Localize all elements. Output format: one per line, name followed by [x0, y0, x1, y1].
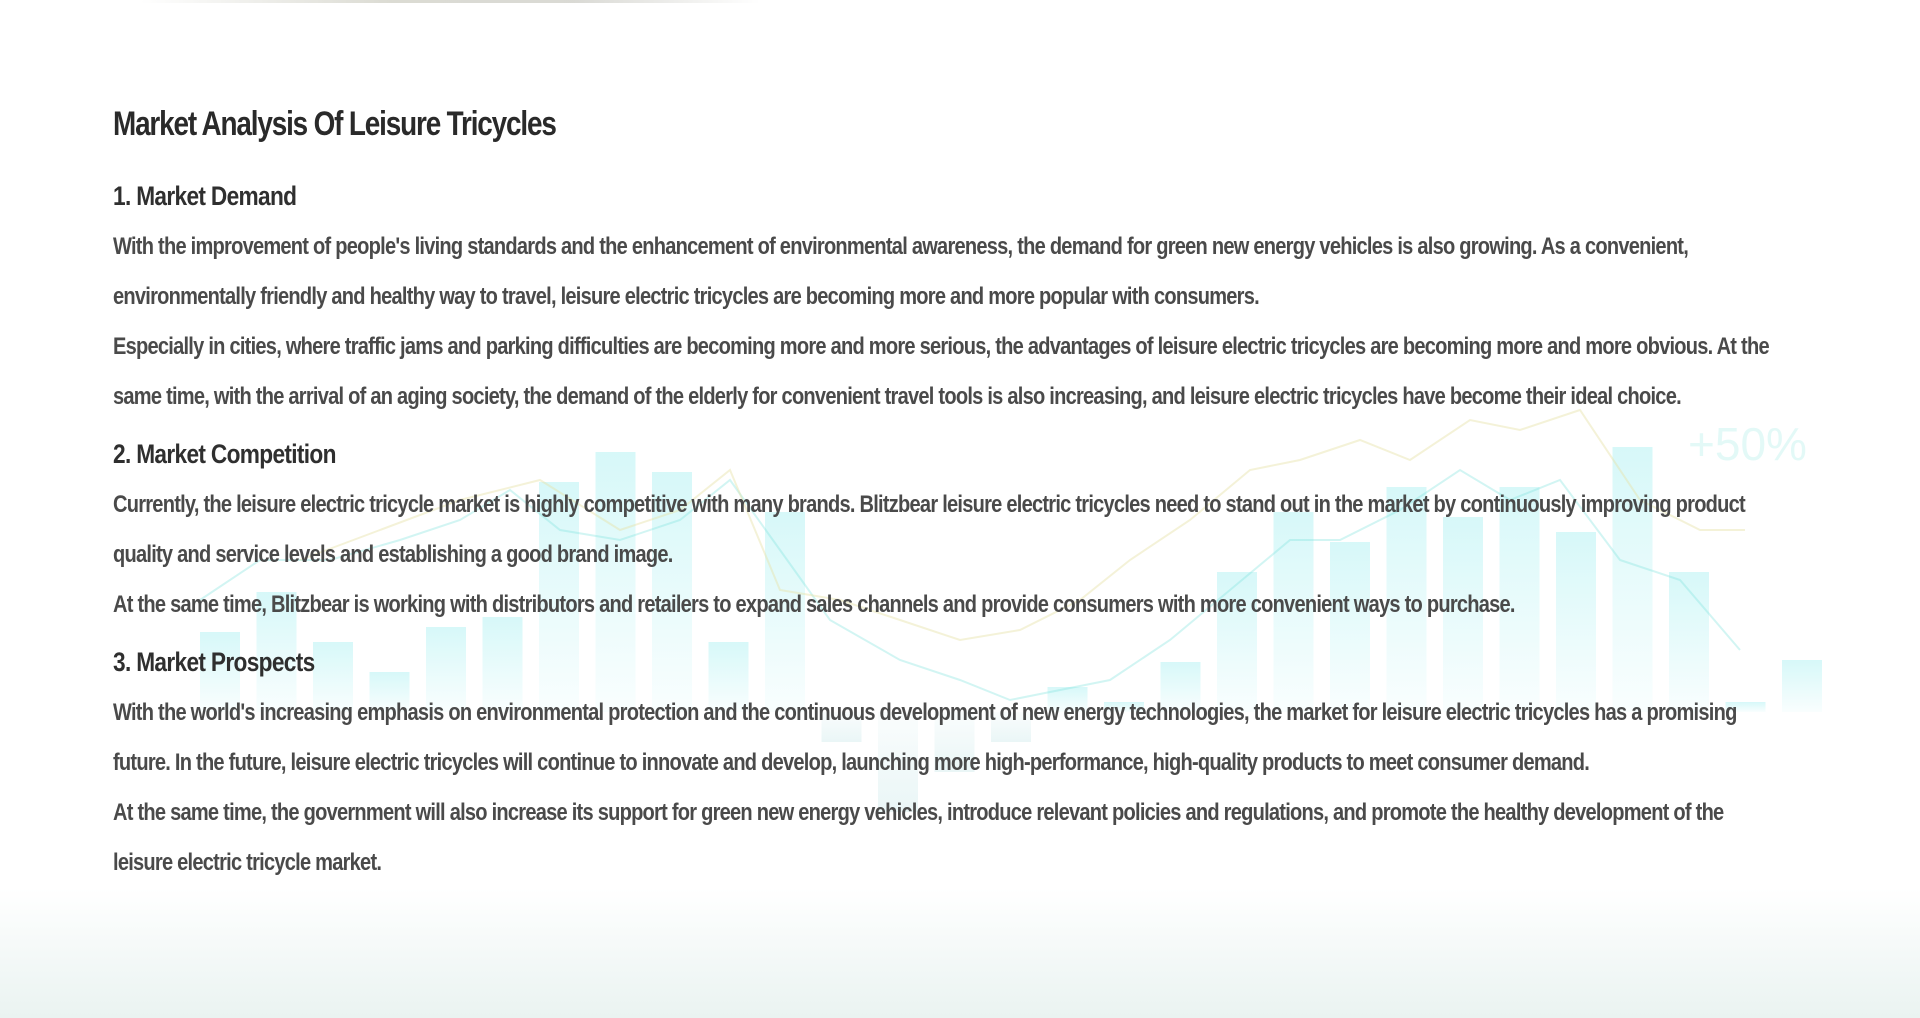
section-market-competition	[113, 436, 1783, 630]
bottom-fade	[0, 888, 1920, 1018]
section-market-prospects	[113, 644, 1783, 888]
section-market-demand	[113, 178, 1783, 422]
section-heading: 1. Market Demand	[113, 181, 297, 211]
watermark-bar	[1782, 660, 1822, 712]
watermark-percent: +50%	[1688, 418, 1807, 470]
paragraph: At the same time, Blitzbear is working with distributors and retailers to expand sales channels and provide consumers with more convenient ways to purchase.	[113, 591, 1515, 618]
paragraph: With the world's increasing emphasis on environmental protection and the continuous development of new energy technologies, the market for leisure electric tricycles has a promising future. In the future, leisure electric tricycles will continue to innovate and develop, launching more high-performance, high-quality products to meet consumer demand.	[113, 699, 1737, 776]
paragraph: At the same time, the government will also increase its support for green new energy vehicles, introduce relevant policies and regulations, and promote the healthy development of the leisure electric tricycle market.	[113, 799, 1724, 876]
section-heading: 2. Market Competition	[113, 439, 336, 469]
article	[113, 96, 1783, 902]
paragraph: Especially in cities, where traffic jams and parking difficulties are becoming more and more serious, the advantages of leisure electric tricycles are becoming more and more obvious. At the same time, with the arrival of an aging society, the demand of the elderly for convenient travel tools is also increasing, and leisure electric tricycles have become their ideal choice.	[113, 333, 1769, 410]
paragraph: With the improvement of people's living standards and the enhancement of environmental awareness, the demand for green new energy vehicles is also growing. As a convenient, environmentally friendly and healthy way to travel, leisure electric tricycles are becoming more and more popular with consumers.	[113, 233, 1689, 310]
section-heading: 3. Market Prospects	[113, 647, 315, 677]
paragraph: Currently, the leisure electric tricycle market is highly competitive with many brands. Blitzbear leisure electric tricycles need to stand out in the market by continuously improving product quality and service levels and establishing a good brand image.	[113, 491, 1745, 568]
page-title: Market Analysis Of Leisure Tricycles	[113, 105, 556, 143]
